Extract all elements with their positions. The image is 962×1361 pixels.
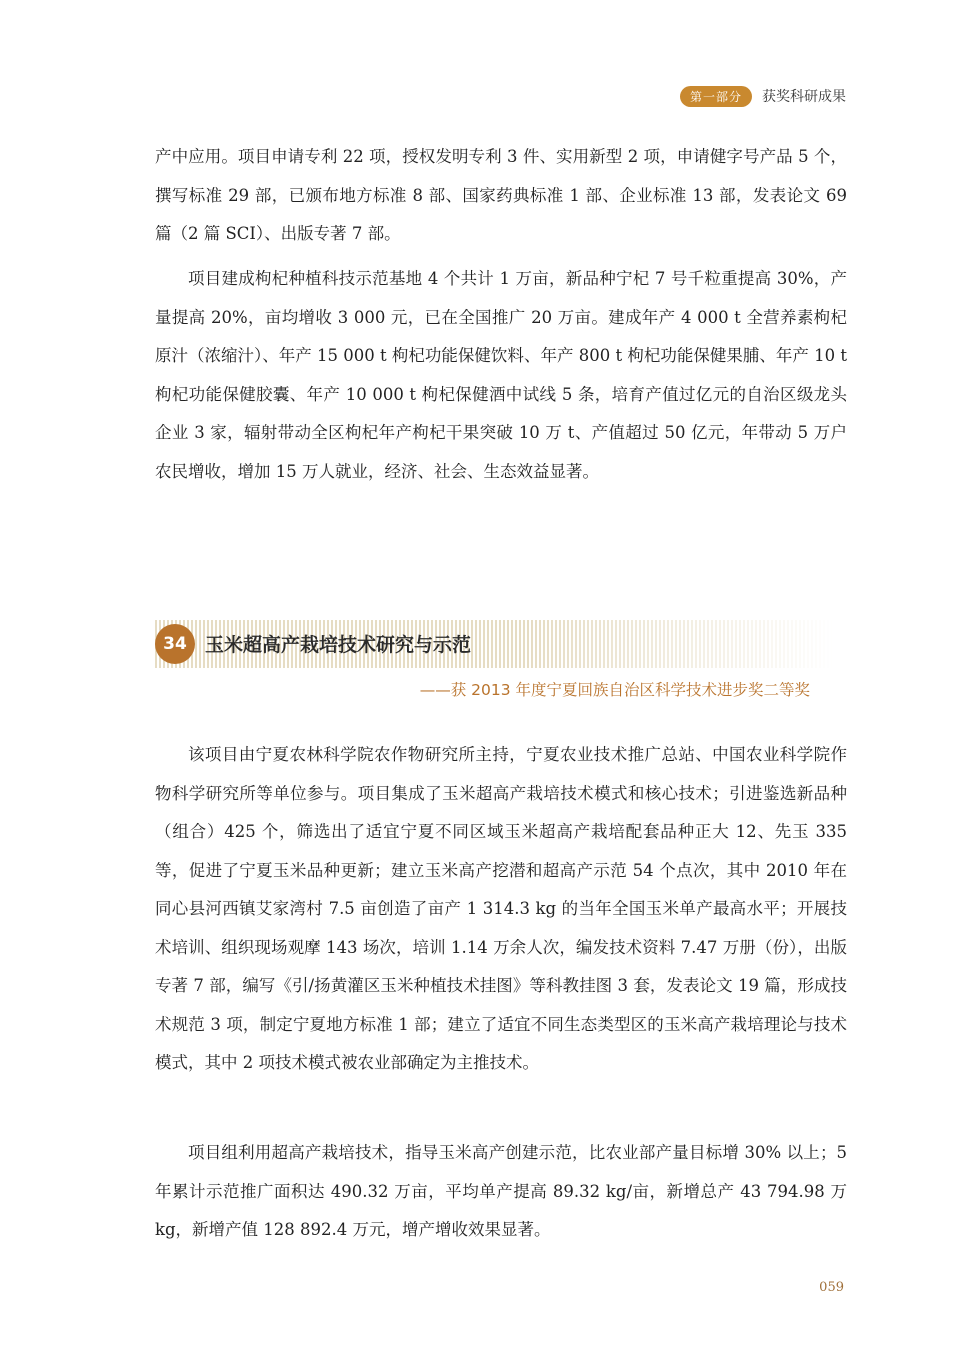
part-badge: 第一部分 (680, 86, 752, 107)
section-award-subtitle: ——获 2013 年度宁夏回族自治区科学技术进步奖二等奖 (419, 681, 810, 699)
section-title: 玉米超高产栽培技术研究与示范 (205, 634, 472, 656)
paragraph-demonstration-base: 项目建成枸杞种植科技示范基地 4 个共计 1 万亩，新品种宁杞 7 号千粒重提高 30%，产量提高 20%，亩均增收 3 000 元，已在全国推广 20 万亩。建成年产 4 000 t 全营养素枸杞原汁（浓缩汁）、年产 15 000 t 枸杞功能保健饮料、年产 800 t 枸杞功能保健果脯、年产 10 t 枸杞功能保健胶囊、年产 10 000 t 枸杞保健酒中试线 5 条，培育产值过亿元的自治区级龙头企业 3 家，辐射带动全区枸杞年产枸杞干果突破 10 万 t、产值超过 50 亿元，年带动 5 万户农民增收，增加 15 万人就业，经济、社会、生态效益显著。 (155, 269, 847, 481)
paragraph-continued: 产中应用。项目申请专利 22 项，授权发明专利 3 件、实用新型 2 项，申请健字号产品 5 个，撰写标准 29 部，已颁布地方标准 8 部、国家药典标准 1 部、企业标准 13 部，发表论文 69 篇（2 篇 SCI）、出版专著 7 部。 (155, 147, 847, 243)
running-header (680, 84, 846, 108)
paragraph-project-overview: 该项目由宁夏农林科学院农作物研究所主持，宁夏农业技术推广总站、中国农业科学院作物科学研究所等单位参与。项目集成了玉米超高产栽培技术模式和核心技术；引进鉴选新品种（组合）425 个，筛选出了适宜宁夏不同区域玉米超高产栽培配套品种正大 12、先玉 335 等，促进了宁夏玉米品种更新；建立玉米高产挖潜和超高产示范 54 个点次，其中 2010 年在同心县河西镇艾家湾村 7.5 亩创造了亩产 1 314.3 kg 的当年全国玉米单产最高水平；开展技术培训、组织现场观摩 143 场次，培训 1.14 万余人次，编发技术资料 7.47 万册（份），出版专著 7 部，编写《引/扬黄灌区玉米种植技术挂图》等科教挂图 3 套，发表论文 19 篇，形成技术规范 3 项，制定宁夏地方标准 1 部；建立了适宜不同生态类型区的玉米高产栽培理论与技术模式，其中 2 项技术模式被农业部确定为主推技术。 (155, 745, 847, 1072)
page-number: 059 (819, 1280, 844, 1295)
section-number-badge: 34 (155, 624, 195, 664)
header-title: 获奖科研成果 (762, 89, 846, 105)
paragraph-project-results: 项目组利用超高产栽培技术，指导玉米高产创建示范，比农业部产量目标增 30% 以上；5 年累计示范推广面积达 490.32 万亩，平均单产提高 89.32 kg/亩，新增总产 43 794.98 万 kg，新增产值 128 892.4 万元，增产增收效果显著。 (155, 1143, 847, 1239)
